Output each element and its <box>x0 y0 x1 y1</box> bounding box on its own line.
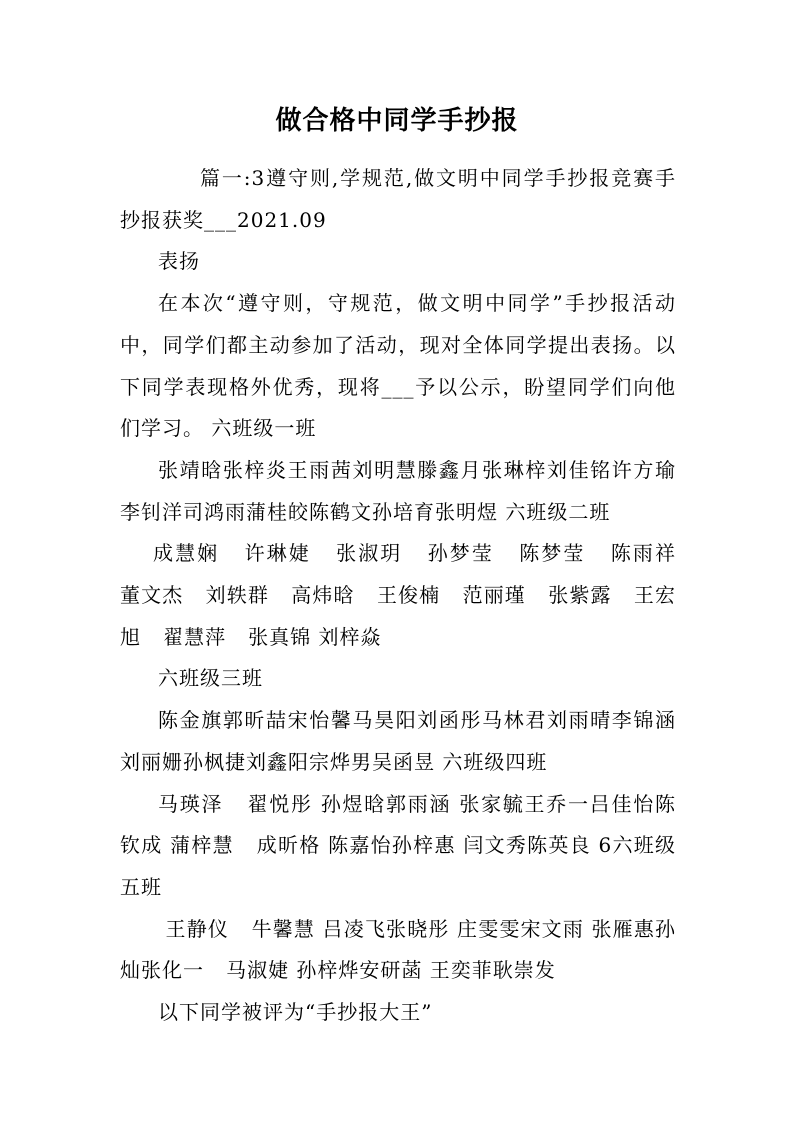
paragraph-class-5-names: 王静仪 牛馨慧 吕凌飞张晓彤 庄雯雯宋文雨 张雁惠孙灿张化一 马淑婕 孙梓烨安研菡 王奕菲耿崇发 <box>120 916 676 983</box>
paragraph-class-1-names: 张靖晗张梓炎王雨茜刘明慧滕鑫月张琳梓刘佳铭许方瑜李钊洋司鸿雨蒲桂皎陈鹤文孙培育张明煜 六班级二班 <box>120 457 676 524</box>
document-title: 做合格中同学手抄报 <box>275 106 519 136</box>
paragraph-class-4-names: 马瑛泽 翟悦彤 孙煜晗郭雨涵 张家毓王乔一吕佳怡陈钦成 蒲梓慧 成昕格 陈嘉怡孙梓惠 闫文秀陈英良 6六班级五班 <box>120 791 676 899</box>
paragraph-heading-line: 篇一:3遵守则,学规范,做文明中同学手抄报竞赛手抄报获奖___2021.09 <box>120 166 676 232</box>
paragraph-praise-label: 表扬 <box>158 249 200 274</box>
paragraph-class-3-heading: 六班级三班 <box>158 666 263 691</box>
paragraph-intro: 在本次“遵守则，守规范，做文明中同学”手抄报活动中，同学们都主动参加了活动，现对全体同学提出表扬。以下同学表现格外优秀，现将___予以公示，盼望同学们向他们学习。 六班级一班 <box>120 291 676 441</box>
document-body <box>120 158 691 1034</box>
paragraph-award-heading: 以下同学被评为“手抄报大王” <box>158 1000 433 1025</box>
paragraph-class-2-names: 成慧娴 许琳婕 张淑玥 孙梦莹 陈梦莹 陈雨祥 董文杰 刘轶群 高炜晗 王俊楠 范丽瑾 张紫露 王宏旭 翟慧萍 张真锦 刘梓焱 <box>120 541 691 649</box>
paragraph-class-3-names: 陈金旗郭昕喆宋怡馨马昊阳刘函彤马林君刘雨晴李锦涵刘丽姗孙枫捷刘鑫阳宗烨男吴函昱 六班级四班 <box>120 708 676 774</box>
